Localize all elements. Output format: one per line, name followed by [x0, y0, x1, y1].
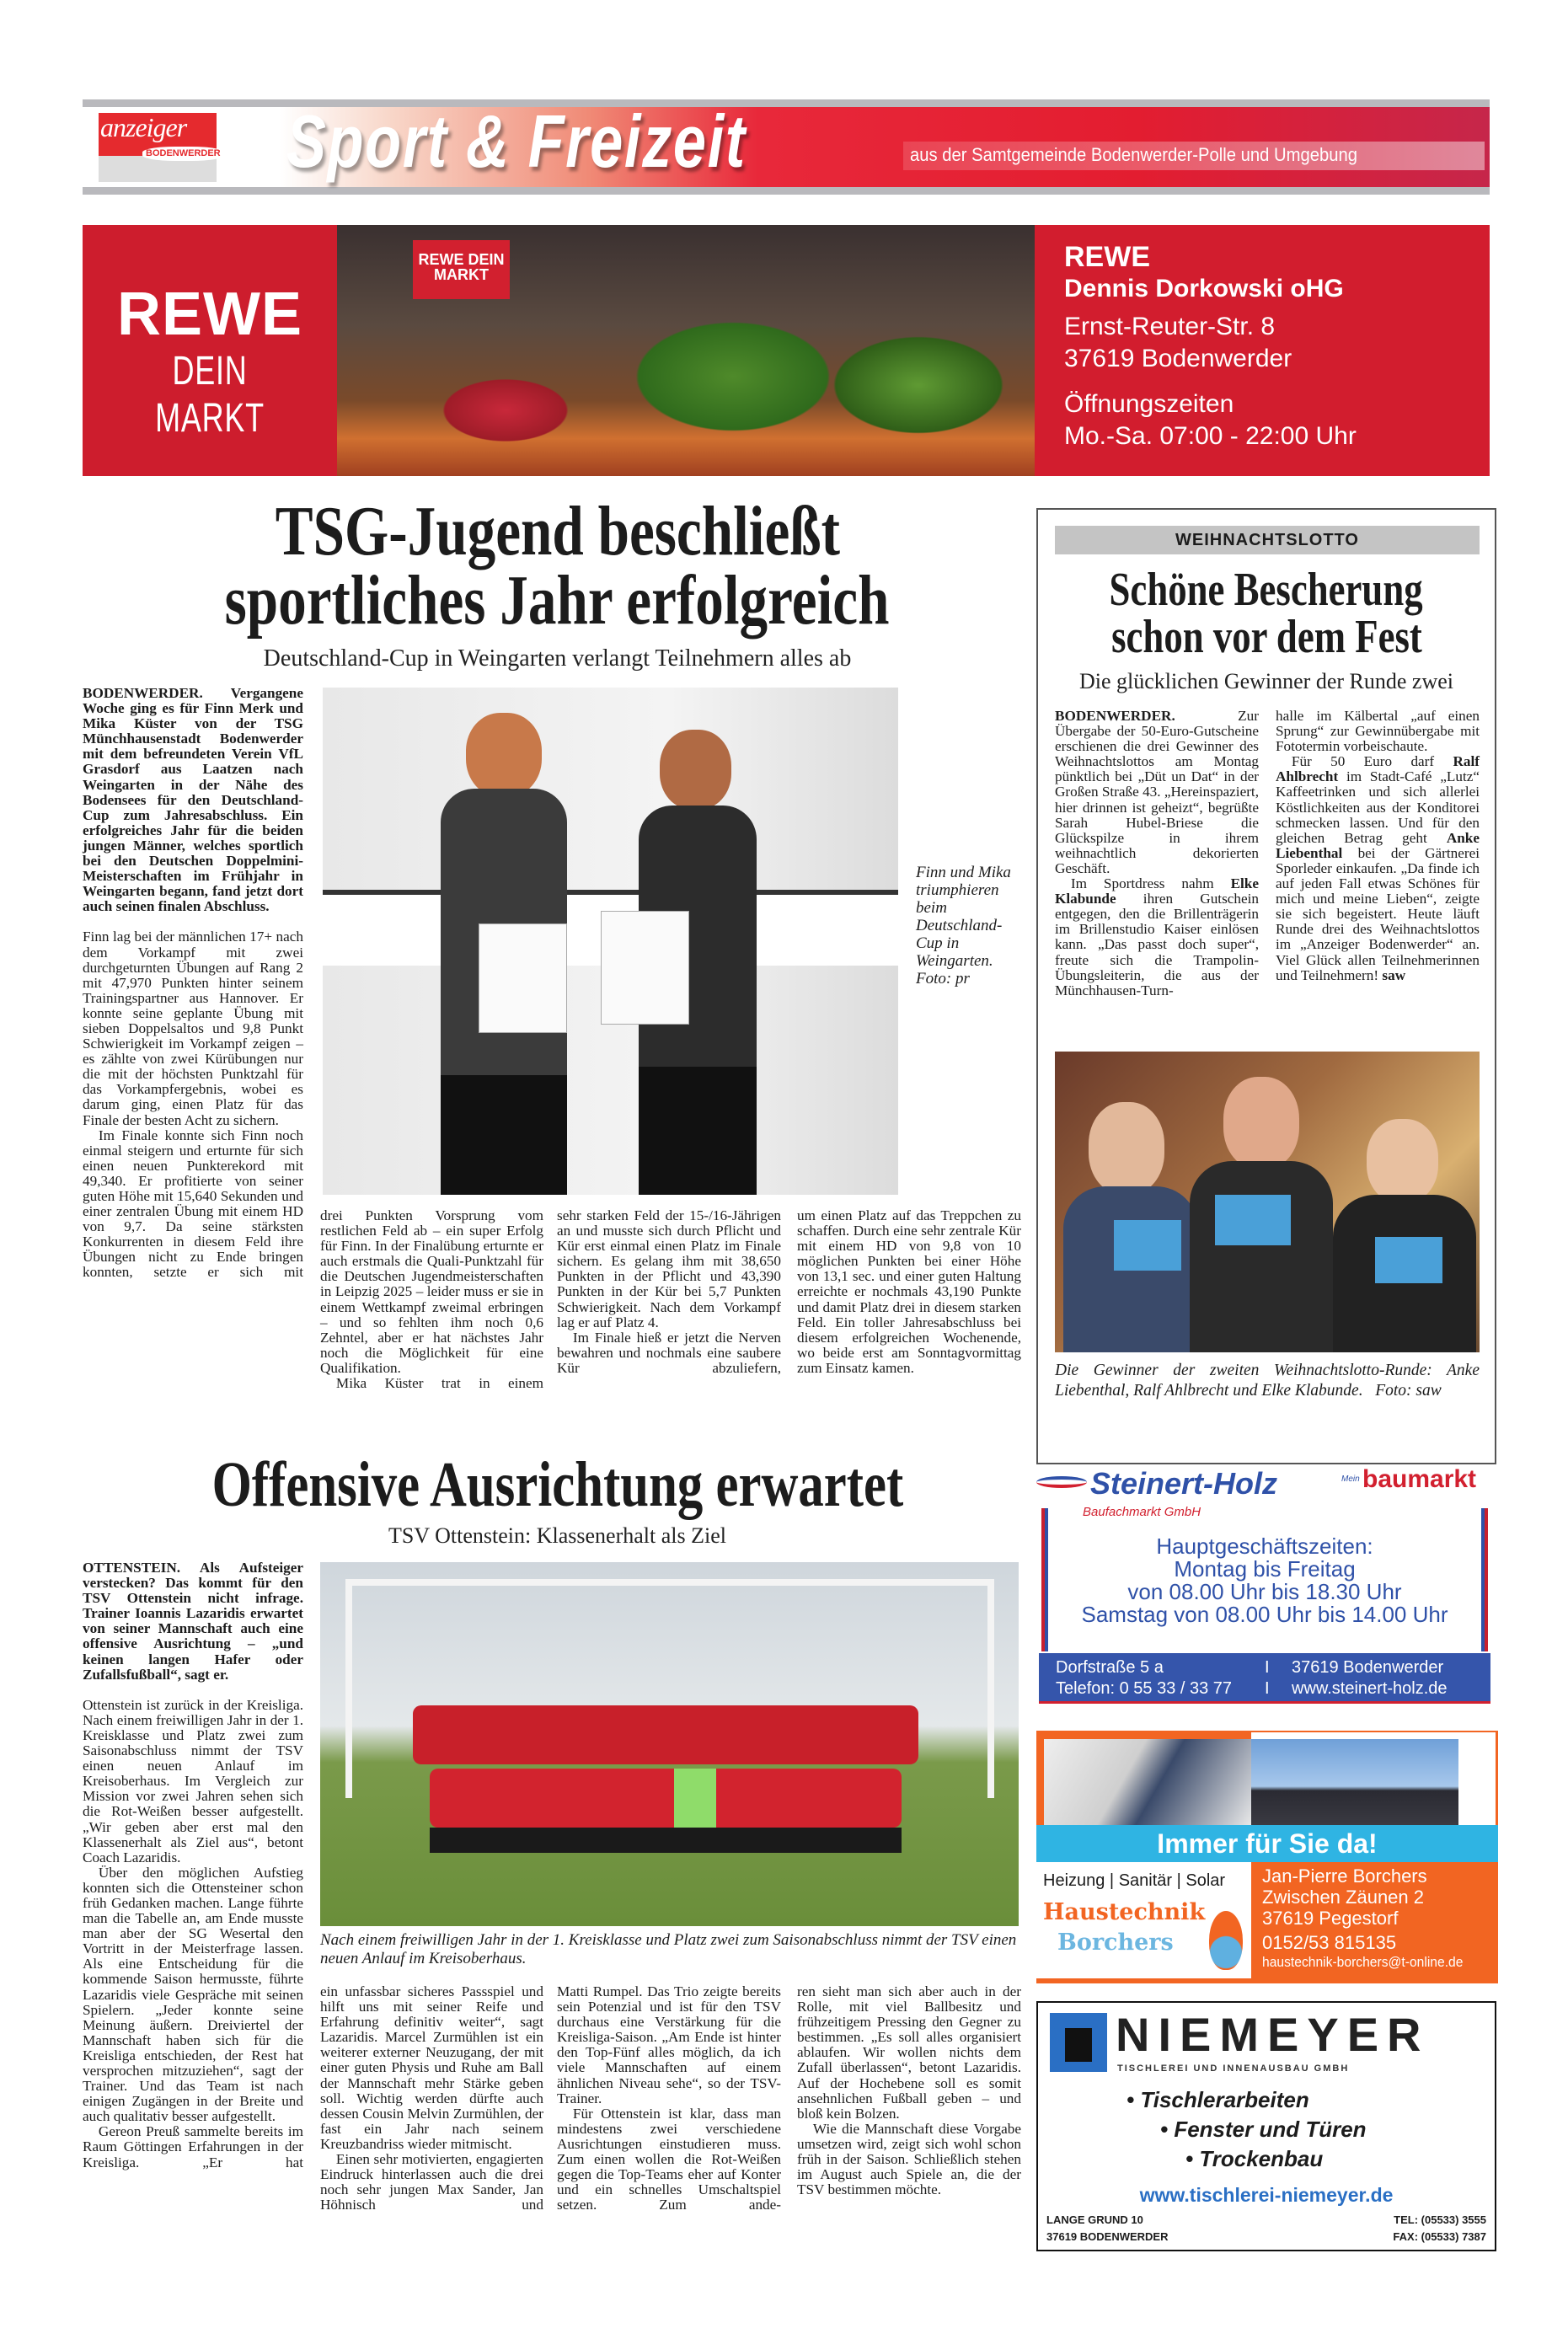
niemeyer-brand: NIEMEYER — [1116, 2008, 1430, 2061]
hours-days: Montag bis Freitag — [1174, 1556, 1356, 1582]
niemeyer-service: • Trockenbau — [1185, 2146, 1324, 2171]
baumarkt-prefix: Mein — [1341, 1475, 1360, 1484]
separator: I — [1265, 1679, 1270, 1698]
article-paragraph — [320, 1208, 543, 1376]
article-paragraph — [557, 1330, 781, 1376]
article1-headline — [83, 492, 1032, 640]
rewe-produce-photo — [337, 225, 1035, 476]
article2-subheadline: TSV Ottenstein: Klassenerhalt als Ziel — [388, 1523, 726, 1548]
niemeyer-street: LANGE GRUND 10 — [1046, 2213, 1143, 2226]
rewe-street: Ernst-Reuter-Str. 8 — [1064, 313, 1276, 340]
sidebar-tag: WEIHNACHTSLOTTO — [1055, 526, 1480, 554]
article-paragraph — [797, 1208, 1021, 1376]
bold-text: BODENWERDER. — [1055, 708, 1175, 724]
steinert-address-bar — [1039, 1653, 1490, 1704]
separator: I — [1265, 1658, 1270, 1677]
text: Gereon Preuß sammelte bereits im Raum Göttingen Erfahrungen in der Kreisliga. „Er hat — [83, 2123, 303, 2170]
bold-text: Elke Klabunde — [1055, 875, 1259, 907]
rewe-logo — [83, 225, 337, 476]
section-title: Sport & Freizeit — [286, 99, 747, 183]
hours-saturday: Samstag von 08.00 Uhr bis 14.00 Uhr — [1081, 1602, 1448, 1627]
baumarkt-logo: baumarkt — [1362, 1465, 1477, 1493]
article2-headline-text: Offensive Ausrichtung erwartet — [211, 1449, 903, 1520]
sidebar-winners-photo — [1055, 1052, 1480, 1352]
sidebar-column — [1055, 709, 1259, 998]
article-paragraph — [557, 2106, 781, 2213]
rewe-info — [1035, 225, 1490, 476]
text: sehr starken Feld der 15-/16-Jährigen an und musste sich durch Pflicht und Kür erst einmal einen Platz im Finale sichern. Es gelang ihm mit 38,650 Punkten in der Pflicht und 43,390 Punkten in der Kür bei 5,7 Punkten Schwierigkeit. Nach dem Vorkampf lag er auf Platz 4. — [557, 1207, 781, 1330]
flame-drop-icon — [1209, 1911, 1243, 1970]
article2-team-photo — [320, 1562, 1019, 1926]
haustechnik-city: 37619 Pegestorf — [1262, 1908, 1399, 1929]
article-paragraph — [83, 1698, 303, 1865]
article1-column — [557, 1208, 781, 1376]
text: Mika Küster trat in einem — [335, 1375, 543, 1392]
article2-headline — [83, 1451, 1032, 1518]
article2-column — [83, 1560, 303, 2170]
text: ihren Gutschein entgegen, den die Brillenträgerin im Brillenstudio Kaiser einlösen kann. „Das passt doch super“, freute sich die Trampolin-Übungsleiterin, die aus der Münchhausen-Turn- — [1055, 891, 1259, 998]
text: Einen sehr motivierten, engagierten Eindruck hinterlassen auch die drei noch sehr jungen Max Sander, Jan Höhnisch und — [320, 2151, 543, 2213]
section-subtitle-band — [903, 142, 1485, 170]
text: Finn lag bei der männlichen 17+ nach dem Vorkampf mit zwei durchgeturnten Übungen auf Rang 2 mit 47,970 Punkten hinter seinem Trainingspartner aus Hannover. Er konnte seine geplante Übung mit sieben Doppelsaltos und 9,8 Punkt Schwierigkeit im Vorkampf zeigen – es zählte von zwei Kürübungen nur die mit der höchsten Punktzahl für das Vorkampfergebnis, wobei es darum ging, einen Platz für das Finale der besten Acht zu sichern. — [83, 929, 303, 1128]
article-paragraph — [557, 1208, 781, 1330]
niemeyer-logo-icon — [1050, 2013, 1107, 2072]
haustechnik-contact — [1262, 1865, 1480, 1972]
text: Über den möglichen Aufstieg konnten sich die Ottensteiner schon früh Gedanken machen. Lange führte man die Tabelle an, am Ende musste man aber der SG Wesertal den Vortritt in der Meisterfrage lassen. Als eine Entscheidung für die kommende Saison hermusste, führte Lazaridis viele Gespräche mit seinen Spielern. „Jeder konnte seine Meinung äußern. Dreiviertel der Mannschaft haben sich für die Kreisliga entschieden, der Rest hat versprochen mitzuziehen“, sagt der Trainer. Und das Team ist nach einigen Zugängen in der Breite und auch qualitativ besser aufgestellt. — [83, 1864, 303, 2125]
niemeyer-city: 37619 BODENWERDER — [1046, 2230, 1169, 2243]
rewe-logo-tagline: DEIN MARKT — [155, 349, 265, 441]
text: ren sieht man sich aber auch in der Rolle, mit viel Ballbesitz und frühzeitigem Pressing den Gegner zu bestimmen. „Es soll alles organisiert ablaufen. Wir wollen nichts dem Zufall überlassen“, betont Lazaridis. Auf der Hochebene soll es somit ansehnlichen Fußball geben – und bloß kein Bolzen. — [797, 1983, 1021, 2122]
logo-top-text: anzeiger — [100, 112, 187, 142]
text: Für Ottenstein ist klar, dass man mindestens zwei verschiedene Ausrichtungen einstudieren muss. Zum einen wollen die Rot-Weißen gegen die Top-Teams eher auf Konter und ein schnelles Umschaltspiel setzen. Zum ande- — [557, 2105, 781, 2213]
article-paragraph — [1276, 754, 1480, 982]
text: Matti Rumpel. Das Trio zeigte bereits sein Potenzial und ist für den TSV durchaus eine Verstärkung für die Kreisliga-Saison. „Am Ende ist hinter den Top-Fünf alles möglich, da ich viele Mannschaften auf einem ähnlichen Niveau sehe“, so der TSV-Trainer. — [557, 1983, 781, 2106]
sidebar-subheadline: Die glücklichen Gewinner der Runde zwei — [1078, 669, 1453, 693]
niemeyer-website[interactable]: www.tischlerei-niemeyer.de — [1139, 2184, 1394, 2206]
text: Im Finale konnte sich Finn noch einmal steigern und erturnte für sich einen neuen Punkterekord mit 49,340. Er profitierte von seiner guten Höhe mit 15,640 Sekunden und einer zentralen Übung mit einem HD von 9,7. Da seine stärksten Konkurrenten in diesem Feld ihre Übungen nicht zu Ende bringen konnten, setzte er sich mit — [83, 1127, 303, 1281]
sidebar-headline — [1038, 566, 1495, 661]
text: halle im Kälbertal „auf einen Sprung“ zur Gewinnübergabe mit Fototermin vorbeischaute. — [1276, 708, 1480, 755]
haustechnik-street: Zwischen Zäunen 2 — [1262, 1887, 1424, 1908]
hours-weekday: von 08.00 Uhr bis 18.30 Uhr — [1127, 1579, 1402, 1604]
text: Im Finale hieß er jetzt die Nerven bewahren und nochmals eine saubere Kür abzuliefern, — [557, 1329, 781, 1376]
article1-subheadline: Deutschland-Cup in Weingarten verlangt Teilnehmern alles ab — [263, 645, 852, 672]
steinert-street: Dorfstraße 5 a — [1056, 1658, 1164, 1677]
bold-text: Anke Liebenthal — [1276, 829, 1480, 861]
article1-trampoline-photo — [323, 688, 898, 1195]
steinert-website[interactable]: www.steinert-holz.de — [1292, 1679, 1448, 1698]
article-paragraph — [83, 1865, 303, 2125]
niemeyer-tel: TEL: (05533) 3555 — [1394, 2213, 1486, 2226]
text: im Stadt-Café „Lutz“ Kaffeetrinken und sich allerlei Köstlichkeiten aus der Konditorei schmecken lassen. Und für den gleichen Betrag geht — [1276, 768, 1480, 846]
text: Ottenstein ist zurück in der Kreisliga. Nach einem freiwilligen Jahr in der 1. Kreisklasse und Platz zwei zum Saisonabschluss nimmt der TSV einen neuen Anlauf im Kreisoberhaus. Im Vergleich zur Mission vor zwei Jahren sehen sich die Rot-Weißen besser aufgestellt. „Wir geben aber erst mal den Klassenerhalt als Ziel aus“, betont Coach Lazaridis. — [83, 1696, 303, 1865]
article1-column — [797, 1208, 1021, 1376]
article-paragraph — [320, 1984, 543, 2152]
article-paragraph — [1055, 709, 1259, 876]
article-paragraph — [83, 2124, 303, 2170]
solar-photo — [1251, 1739, 1458, 1825]
article-paragraph — [83, 1128, 303, 1281]
haustechnik-slogan: Immer für Sie da! — [1036, 1825, 1498, 1862]
haustechnik-email[interactable]: haustechnik-borchers@t-online.de — [1262, 1954, 1464, 1970]
haustechnik-services: Heizung | Sanitär | Solar — [1043, 1871, 1226, 1890]
article-paragraph — [1276, 709, 1480, 754]
text: ein unfassbar sicheres Passspiel und hilft uns mit seiner Reife und Erfahrung definitiv weiter“, sagt Lazaridis. Marcel Zurmühlen ist ein weiterer externer Neuzugang, der mit einer guten Physis und Ruhe am Ball der Mannschaft mehr Stärke geben soll. Wichtig werden dürfte auch dessen Cousin Melvin Zurmühlen, der fast ein Jahr nach seinem Kreuzbandriss wieder mitmischt. — [320, 1983, 543, 2152]
steinert-brand-sub: Baufachmarkt GmbH — [1083, 1505, 1201, 1519]
header-bottom-rule — [83, 187, 1490, 195]
haustechnik-phone: 0152/53 815135 — [1262, 1932, 1397, 1953]
swoosh-icon — [1036, 1476, 1087, 1488]
article1-photo-caption: Finn und Mika triumphieren beim Deutschland-Cup in Weingarten. Foto: pr — [916, 864, 1011, 988]
haustechnik-brand-line2: Borchers — [1057, 1930, 1174, 1956]
article-lead — [83, 1560, 303, 1683]
section-subtitle: aus der Samtgemeinde Bodenwerder-Polle und Umgebung — [910, 144, 1358, 165]
rewe-hours-label: Öffnungszeiten — [1064, 390, 1234, 418]
text: um einen Platz auf das Treppchen zu schaffen. Durch eine sehr zentrale Kür mit einem HD von 9,8 von 10 möglichen Punkten bei einer Höhe von 13,1 sec. und einer guten Haltung erreichte er nochmals 43,190 Punkte und damit Platz drei in diesem starken Feld. Ein toller Jahresabschluss bei diesem erfolgreichen Wochenende, wo beide erst am Sonntagvormittag zum Einsatz kamen. — [797, 1207, 1021, 1376]
steinert-hours — [1041, 1508, 1488, 1651]
article-paragraph — [83, 929, 303, 1127]
hours-title: Hauptgeschäftszeiten: — [1156, 1533, 1373, 1559]
article-paragraph — [797, 2122, 1021, 2197]
article-lead — [83, 686, 303, 914]
article1-headline-line2: sportliches Jahr erfolgreich — [225, 561, 890, 640]
text: Zur Übergabe der 50-Euro-Gutscheine erschienen die drei Gewinner des Weihnachtslottos am Montag pünktlich bei „Düt un Dat“ in der Großen Straße 43. „Hereinspaziert, hier drinnen ist geheizt“, begrüßte Sarah Hubel-Briese die Glückspilze in ihrem weihnachtlich dekorierten Geschäft. — [1055, 708, 1259, 876]
text: drei Punkten Vorsprung vom restlichen Feld ab – ein super Erfolg für Finn. In der Finalübung erturnte er auch erstmals die Quali-Punktzahl für die Deutschen Jugendmeisterschaften in Leipzig 2025 – leider muss er sie in einem Wettkampf zweimal erbringen – und so fehlten ihm noch 0,6 Zehntel, aber er hat nächstes Jahr noch die Möglichkeit für eine Qualifikation. — [320, 1207, 543, 1376]
haustechnik-owner: Jan-Pierre Borchers — [1262, 1865, 1427, 1887]
sidebar-headline-line1: Schöne Bescherung — [1109, 564, 1424, 616]
article2-photo-caption: Nach einem freiwilligen Jahr in der 1. Kreisklasse und Platz zwei zum Saisonabschluss nimmt der TSV einen neuen Anlauf im Kreisoberhaus. — [320, 1931, 1017, 1967]
article1-headline-line1: TSG-Jugend beschließt — [275, 492, 840, 570]
text: Im Sportdress nahm — [1070, 875, 1231, 892]
text: Wie die Mannschaft diese Vorgabe umsetzen wird, zeigt sich wohl schon früh in der Saison. Schließlich stehen im August auch Spiele an, die der TSV bestimmen möchte. — [797, 2120, 1021, 2198]
article-paragraph — [1055, 876, 1259, 998]
logo-bottom-text: BODENWERDER — [142, 147, 224, 161]
bold-text: saw — [1382, 966, 1406, 983]
anzeiger-logo — [99, 112, 221, 182]
sidebar-headline-line2: schon vor dem Fest — [1110, 611, 1422, 663]
niemeyer-service: • Fenster und Türen — [1160, 2117, 1367, 2142]
article1-column — [83, 686, 303, 1281]
sidebar-photo-caption: Die Gewinner der zweiten Weihnachtslotto-Runde: Anke Liebenthal, Ralf Ahlbrecht und Elke Klabunde. Foto: saw — [1055, 1362, 1484, 1400]
haustechnik-brand-line1: Haustechnik — [1043, 1899, 1206, 1925]
steinert-city: 37619 Bodenwerder — [1292, 1658, 1444, 1677]
text: BODENWERDER. Vergangene Woche ging es für Finn Merk und Mika Küster von der TSG Münchhausenstadt Bodenwerder mit dem befreundeten Verein VfL Grasdorf aus Laatzen nach Weingarten in der Nähe des Bodensees für den Deutschland-Cup zum Jahresabschluss. Ein erfolgreiches Jahr für die beiden jungen Männer, welches sportlich bei den Deutschen Doppelmini-Meisterschaften im Frühjahr in Weingarten begann, fand jetzt dort auch seinen finalen Abschluss. — [83, 685, 303, 915]
article-paragraph — [797, 1984, 1021, 2122]
article-paragraph — [320, 2152, 543, 2213]
rewe-city: 37619 Bodenwerder — [1064, 345, 1292, 372]
niemeyer-fax: FAX: (05533) 7387 — [1393, 2230, 1486, 2243]
rewe-store-sign: REWE DEIN MARKT — [413, 240, 510, 299]
niemeyer-service: • Tischlerarbeiten — [1126, 2087, 1309, 2112]
article2-column — [557, 1984, 781, 2213]
article1-column — [320, 1208, 543, 1391]
plumber-photo — [1044, 1739, 1251, 1825]
article2-column — [797, 1984, 1021, 2197]
text: OTTENSTEIN. Als Aufsteiger verstecken? Das kommt für den TSV Ottenstein nicht infrage. Trainer Ioannis Lazaridis erwartet von seiner Mannschaft auch eine offensive Ausrichtung – „und keinen langen Hafer oder Zufallsfußball“, sagt er. — [83, 1560, 303, 1683]
haustechnik-logo-panel — [1036, 1862, 1251, 1978]
rewe-hours: Mo.-Sa. 07:00 - 22:00 Uhr — [1064, 422, 1357, 450]
text: bei der Gärtnerei Sporleder einkaufen. „Da finde ich auf jeden Fall etwas Schönes für mich und meine Lieben“, zeigte sie sich begeistert. Heute läuft Runde drei des Weihnachtslottos im „Anzeiger Bodenwerder“ an. Viel Glück allen Teilnehmerinnen und Teilnehmern! — [1276, 844, 1480, 983]
rewe-owner: Dennis Dorkowski oHG — [1064, 275, 1344, 302]
niemeyer-brand-sub: TISCHLEREI UND INNENAUSBAU GMBH — [1117, 2063, 1350, 2074]
text: Für 50 Euro darf — [1291, 753, 1453, 770]
rewe-name: REWE — [1064, 241, 1150, 273]
article2-column — [320, 1984, 543, 2213]
bold-text: Ralf Ahlbrecht — [1276, 753, 1480, 785]
sidebar-column — [1276, 709, 1480, 983]
rewe-logo-brand: REWE — [117, 281, 302, 348]
steinert-brand: Steinert-Holz — [1090, 1466, 1278, 1501]
article-paragraph — [320, 1376, 543, 1391]
haustechnik-ad — [1036, 1731, 1498, 1983]
niemeyer-ad — [1036, 2001, 1496, 2251]
article-paragraph — [557, 1984, 781, 2106]
steinert-phone: Telefon: 0 55 33 / 33 77 — [1056, 1679, 1233, 1698]
